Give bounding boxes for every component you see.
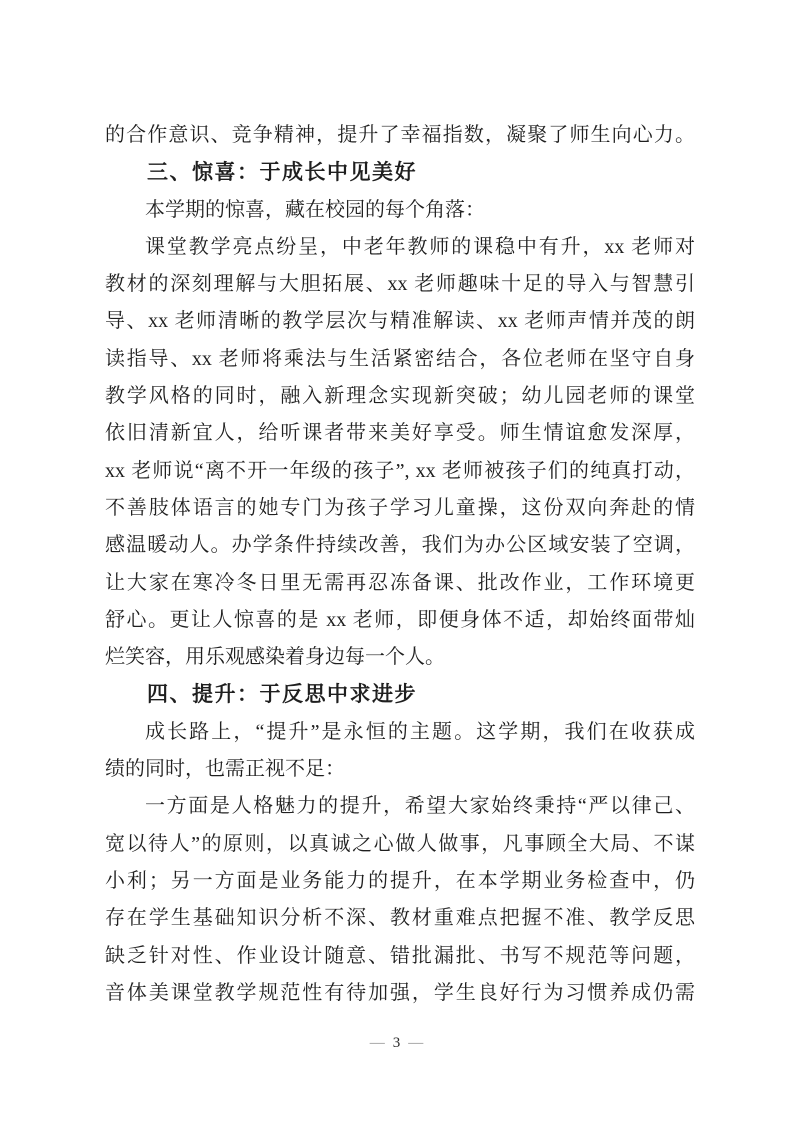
document-line: 让大家在寒冷冬日里无需再忍冻备课、批改作业，工作环境更	[105, 571, 695, 594]
section-heading: 四、提升：于反思中求进步	[147, 683, 417, 707]
document-line: 小利；另一方面是业务能力的提升，在本学期业务检查中，仍	[105, 869, 695, 892]
document-line: 的合作意识、竞争精神，提升了幸福指数，凝聚了师生向心力。	[105, 124, 695, 146]
document-line: 存在学生基础知识分析不深、教材重难点把握不准、教学反思	[105, 907, 695, 930]
document-line: 一方面是人格魅力的提升，希望大家始终秉持“严以律己、	[145, 795, 695, 818]
document-line: xx 老师说“离不开一年级的孩子”, xx 老师被孩子们的纯真打动，	[105, 459, 695, 482]
document-line: 依旧清新宜人，给听课者带来美好享受。师生情谊愈发深厚，	[105, 422, 695, 445]
document-line: 读指导、xx 老师将乘法与生活紧密结合，各位老师在坚守自身	[105, 347, 695, 370]
document-line: 教材的深刻理解与大胆拓展、xx 老师趣味十足的导入与智慧引	[105, 273, 695, 296]
document-line: 感温暖动人。办学条件持续改善，我们为办公区域安装了空调，	[105, 534, 695, 557]
page-number-value: 3	[392, 1035, 401, 1051]
document-line: 课堂教学亮点纷呈，中老年教师的课稳中有升，xx 老师对	[145, 235, 695, 258]
page-number-dash-left: —	[369, 1035, 385, 1051]
document-line: 本学期的惊喜，藏在校园的每个角落：	[145, 198, 485, 221]
document-line: 舒心。更让人惊喜的是 xx 老师，即便身体不适，却始终面带灿	[105, 608, 695, 631]
document-line: 导、xx 老师清晰的教学层次与精准解读、xx 老师声情并茂的朗	[105, 310, 695, 333]
document-line: 宽以待人”的原则，以真诚之心做人做事，凡事顾全大局、不谋	[105, 832, 695, 855]
document-line: 缺乏针对性、作业设计随意、错批漏批、书写不规范等问题，	[105, 944, 695, 967]
document-line: 烂笑容，用乐观感染着身边每一个人。	[105, 646, 445, 669]
document-body	[105, 117, 695, 1012]
section-heading: 三、惊喜：于成长中见美好	[147, 161, 417, 185]
document-line: 音体美课堂教学规范性有待加强，学生良好行为习惯养成仍需	[105, 981, 695, 1004]
document-line: 教学风格的同时，融入新理念实现新突破；幼儿园老师的课堂	[105, 385, 695, 408]
page-number	[0, 1033, 793, 1053]
document-line: 成长路上，“提升”是永恒的主题。这学期，我们在收获成	[145, 720, 695, 743]
document-line: 不善肢体语言的她专门为孩子学习儿童操，这份双向奔赴的情	[105, 496, 695, 519]
document-line: 绩的同时，也需正视不足：	[105, 758, 345, 781]
page-number-dash-right: —	[408, 1035, 424, 1051]
